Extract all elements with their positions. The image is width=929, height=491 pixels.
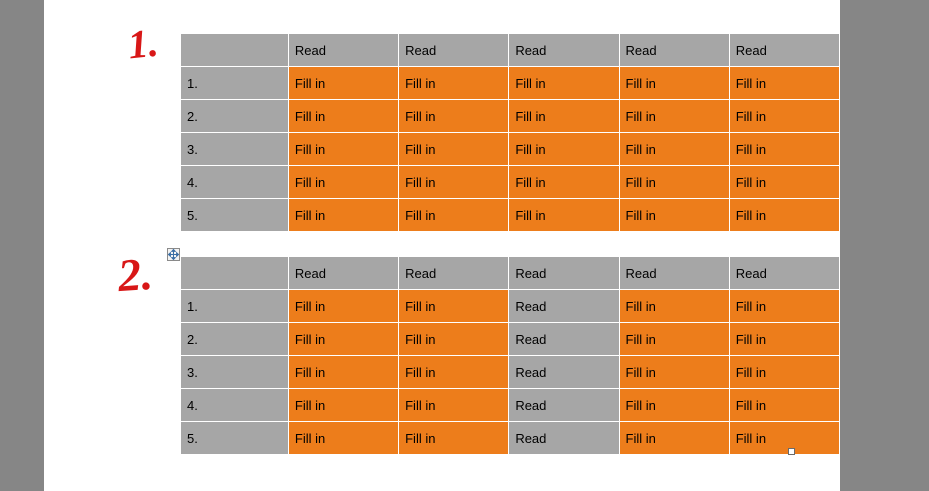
table-row[interactable] [181,34,840,67]
table-1-row-3-cell-1[interactable]: Fill in [288,133,398,166]
table-2-row-3-cell-2[interactable]: Fill in [399,356,509,389]
table-row[interactable] [181,290,840,323]
table-1-row-2-cell-2[interactable]: Fill in [399,100,509,133]
table-2-header-cell-3[interactable]: Read [509,257,619,290]
table-1-row-4-label[interactable]: 4. [181,166,289,199]
table-2-row-5-cell-3[interactable]: Read [509,422,619,455]
table-1-header-cell-3[interactable]: Read [509,34,619,67]
table-2-row-4-cell-2[interactable]: Fill in [399,389,509,422]
table-1-row-3-cell-2[interactable]: Fill in [399,133,509,166]
table-1-header-cell-4[interactable]: Read [619,34,729,67]
table-1[interactable] [180,33,840,232]
table-1-row-2-cell-5[interactable]: Fill in [729,100,839,133]
table-2-row-2-cell-3[interactable]: Read [509,323,619,356]
table-2-row-1-cell-2[interactable]: Fill in [399,290,509,323]
handwritten-number-2: 2. [116,247,155,302]
table-1-row-5-cell-2[interactable]: Fill in [399,199,509,232]
table-row[interactable] [181,389,840,422]
table-2-header-cell-1[interactable]: Read [288,257,398,290]
table-1-row-3-cell-4[interactable]: Fill in [619,133,729,166]
table-2-row-2-cell-1[interactable]: Fill in [288,323,398,356]
table-2-row-3-cell-1[interactable]: Fill in [288,356,398,389]
table-1-header-cell-0[interactable] [181,34,289,67]
table-1-row-1-label[interactable]: 1. [181,67,289,100]
table-1-row-4-cell-1[interactable]: Fill in [288,166,398,199]
table-2-row-2-label[interactable]: 2. [181,323,289,356]
table-2-row-5-cell-2[interactable]: Fill in [399,422,509,455]
table-2-row-2-cell-2[interactable]: Fill in [399,323,509,356]
table-2-row-3-cell-5[interactable]: Fill in [729,356,839,389]
move-four-arrows-icon[interactable] [167,248,180,261]
table-1-row-1-cell-3[interactable]: Fill in [509,67,619,100]
workspace-left-margin [0,0,44,491]
table-row[interactable] [181,257,840,290]
table-1-row-4-cell-2[interactable]: Fill in [399,166,509,199]
table-2-row-5-cell-1[interactable]: Fill in [288,422,398,455]
table-2-row-3-cell-3[interactable]: Read [509,356,619,389]
table-1-row-1-cell-1[interactable]: Fill in [288,67,398,100]
table-2[interactable] [180,256,840,455]
table-1-row-4-cell-5[interactable]: Fill in [729,166,839,199]
table-1-row-3-cell-5[interactable]: Fill in [729,133,839,166]
table-row[interactable] [181,323,840,356]
table-1-header-cell-5[interactable]: Read [729,34,839,67]
table-2-row-5-cell-4[interactable]: Fill in [619,422,729,455]
table-1-row-2-cell-1[interactable]: Fill in [288,100,398,133]
table-2-row-1-label[interactable]: 1. [181,290,289,323]
table-2-row-1-cell-3[interactable]: Read [509,290,619,323]
table-row[interactable] [181,199,840,232]
table-2-row-1-cell-1[interactable]: Fill in [288,290,398,323]
table-1-row-1-cell-2[interactable]: Fill in [399,67,509,100]
document-page-continuation [44,466,840,491]
handwritten-number-1: 1. [125,19,161,68]
table-row[interactable] [181,67,840,100]
workspace-right-margin [840,0,929,491]
table-2-row-2-cell-5[interactable]: Fill in [729,323,839,356]
table-2-header-cell-5[interactable]: Read [729,257,839,290]
table-2-row-4-cell-5[interactable]: Fill in [729,389,839,422]
document-page[interactable] [44,0,840,466]
table-2-row-4-cell-3[interactable]: Read [509,389,619,422]
table-1-row-5-cell-3[interactable]: Fill in [509,199,619,232]
resize-corner-icon[interactable] [788,448,795,455]
table-1-row-2-cell-4[interactable]: Fill in [619,100,729,133]
table-1-row-5-cell-5[interactable]: Fill in [729,199,839,232]
table-2-row-2-cell-4[interactable]: Fill in [619,323,729,356]
table-1-row-5-cell-4[interactable]: Fill in [619,199,729,232]
table-1-header-cell-2[interactable]: Read [399,34,509,67]
table-2-row-1-cell-4[interactable]: Fill in [619,290,729,323]
table-1-row-2-cell-3[interactable]: Fill in [509,100,619,133]
table-2-row-5-label[interactable]: 5. [181,422,289,455]
table-2-header-cell-2[interactable]: Read [399,257,509,290]
table-1-row-4-cell-3[interactable]: Fill in [509,166,619,199]
table-row[interactable] [181,356,840,389]
table-1-row-4-cell-4[interactable]: Fill in [619,166,729,199]
table-1-row-2-label[interactable]: 2. [181,100,289,133]
table-2-row-3-cell-4[interactable]: Fill in [619,356,729,389]
table-row[interactable] [181,166,840,199]
table-row[interactable] [181,422,840,455]
table-2-row-3-label[interactable]: 3. [181,356,289,389]
table-2-row-4-cell-1[interactable]: Fill in [288,389,398,422]
table-2-row-4-cell-4[interactable]: Fill in [619,389,729,422]
table-1-row-5-label[interactable]: 5. [181,199,289,232]
table-1-row-1-cell-4[interactable]: Fill in [619,67,729,100]
table-1-header-cell-1[interactable]: Read [288,34,398,67]
table-row[interactable] [181,133,840,166]
table-1-row-5-cell-1[interactable]: Fill in [288,199,398,232]
table-row[interactable] [181,100,840,133]
table-1-row-3-cell-3[interactable]: Fill in [509,133,619,166]
table-2-row-4-label[interactable]: 4. [181,389,289,422]
table-1-row-1-cell-5[interactable]: Fill in [729,67,839,100]
table-2-header-cell-0[interactable] [181,257,289,290]
table-2-row-1-cell-5[interactable]: Fill in [729,290,839,323]
table-2-row-5-cell-5[interactable]: Fill in [729,422,839,455]
table-1-row-3-label[interactable]: 3. [181,133,289,166]
table-2-header-cell-4[interactable]: Read [619,257,729,290]
